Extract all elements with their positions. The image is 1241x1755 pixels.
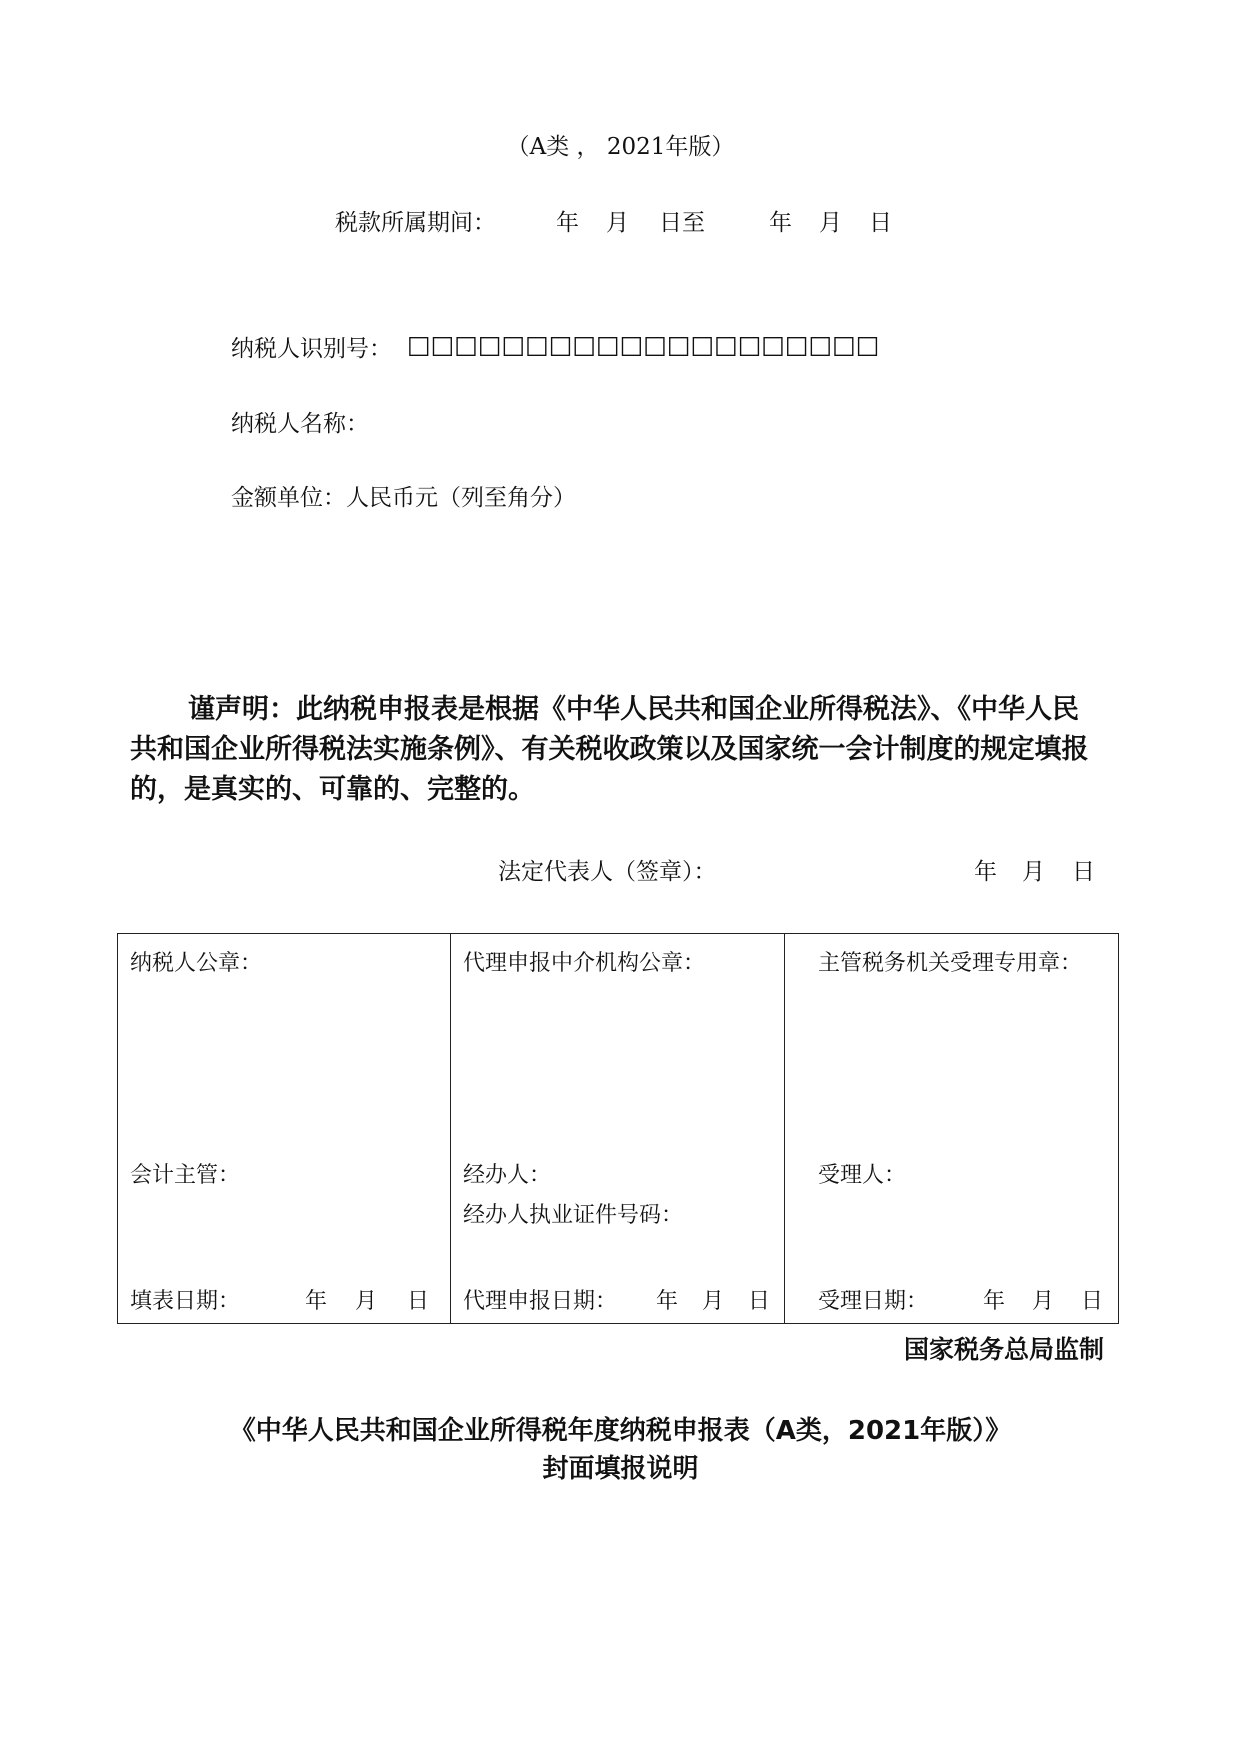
receipt-date-month: 月 (1032, 1289, 1055, 1314)
agency-date-day: 日 (748, 1289, 771, 1314)
column-divider (450, 934, 451, 1323)
amount-unit-label: 金额单位：人民币元（列至角分） (231, 485, 576, 511)
agency-date-year: 年 (656, 1289, 679, 1314)
agency-date-label: 代理申报日期： (463, 1289, 618, 1314)
period-end-day: 日 (869, 210, 892, 236)
period-start-year: 年 (556, 210, 579, 236)
legal-rep-year: 年 (974, 859, 997, 885)
document-subtitle: 封面填报说明 (542, 1454, 699, 1484)
agency-date-month: 月 (702, 1289, 725, 1314)
agent-cert-label: 经办人执业证件号码： (463, 1203, 684, 1228)
fill-date-day: 日 (407, 1289, 430, 1314)
column-divider (784, 934, 785, 1323)
legal-rep-label: 法定代表人（签章）： (498, 859, 717, 885)
document-title: 《中华人民共和国企业所得税年度纳税申报表（A类，2021年版）》 (229, 1416, 1012, 1446)
period-end-year: 年 (769, 210, 792, 236)
version-label: （A类 ， 2021年版） (506, 134, 735, 160)
taxpayer-id-boxes: □□□□□□□□□□□□□□□□□□□□ (407, 330, 880, 359)
taxpayer-seal-label: 纳税人公章： (130, 951, 263, 976)
accountant-label: 会计主管： (130, 1163, 241, 1188)
fill-date-year: 年 (305, 1289, 328, 1314)
supervision-label: 国家税务总局监制 (903, 1335, 1104, 1364)
fill-date-month: 月 (355, 1289, 378, 1314)
stamp-table (117, 933, 1119, 1324)
period-start-day-to: 日至 (659, 210, 705, 236)
fill-date-label: 填表日期： (130, 1289, 241, 1314)
taxpayer-name-label: 纳税人名称： (231, 411, 369, 437)
agency-seal-label: 代理申报中介机构公章： (463, 951, 706, 976)
receipt-date-label: 受理日期： (818, 1289, 929, 1314)
agent-label: 经办人： (463, 1163, 552, 1188)
period-label: 税款所属期间： (335, 210, 496, 236)
receiver-label: 受理人： (818, 1163, 907, 1188)
receipt-date-day: 日 (1081, 1289, 1104, 1314)
period-end-month: 月 (819, 210, 842, 236)
period-start-month: 月 (606, 210, 629, 236)
tax-authority-seal-label: 主管税务机关受理专用章： (818, 951, 1083, 976)
receipt-date-year: 年 (983, 1289, 1006, 1314)
legal-rep-day: 日 (1072, 859, 1095, 885)
taxpayer-id-label: 纳税人识别号： (231, 336, 392, 362)
legal-rep-month: 月 (1022, 859, 1045, 885)
declaration-text: 谨声明：此纳税申报表是根据《中华人民共和国企业所得税法》、《中华人民共和国企业所得税法实施条例》、有关税收政策以及国家统一会计制度的规定填报的，是真实的、可靠的、完整的。 (130, 694, 1089, 805)
